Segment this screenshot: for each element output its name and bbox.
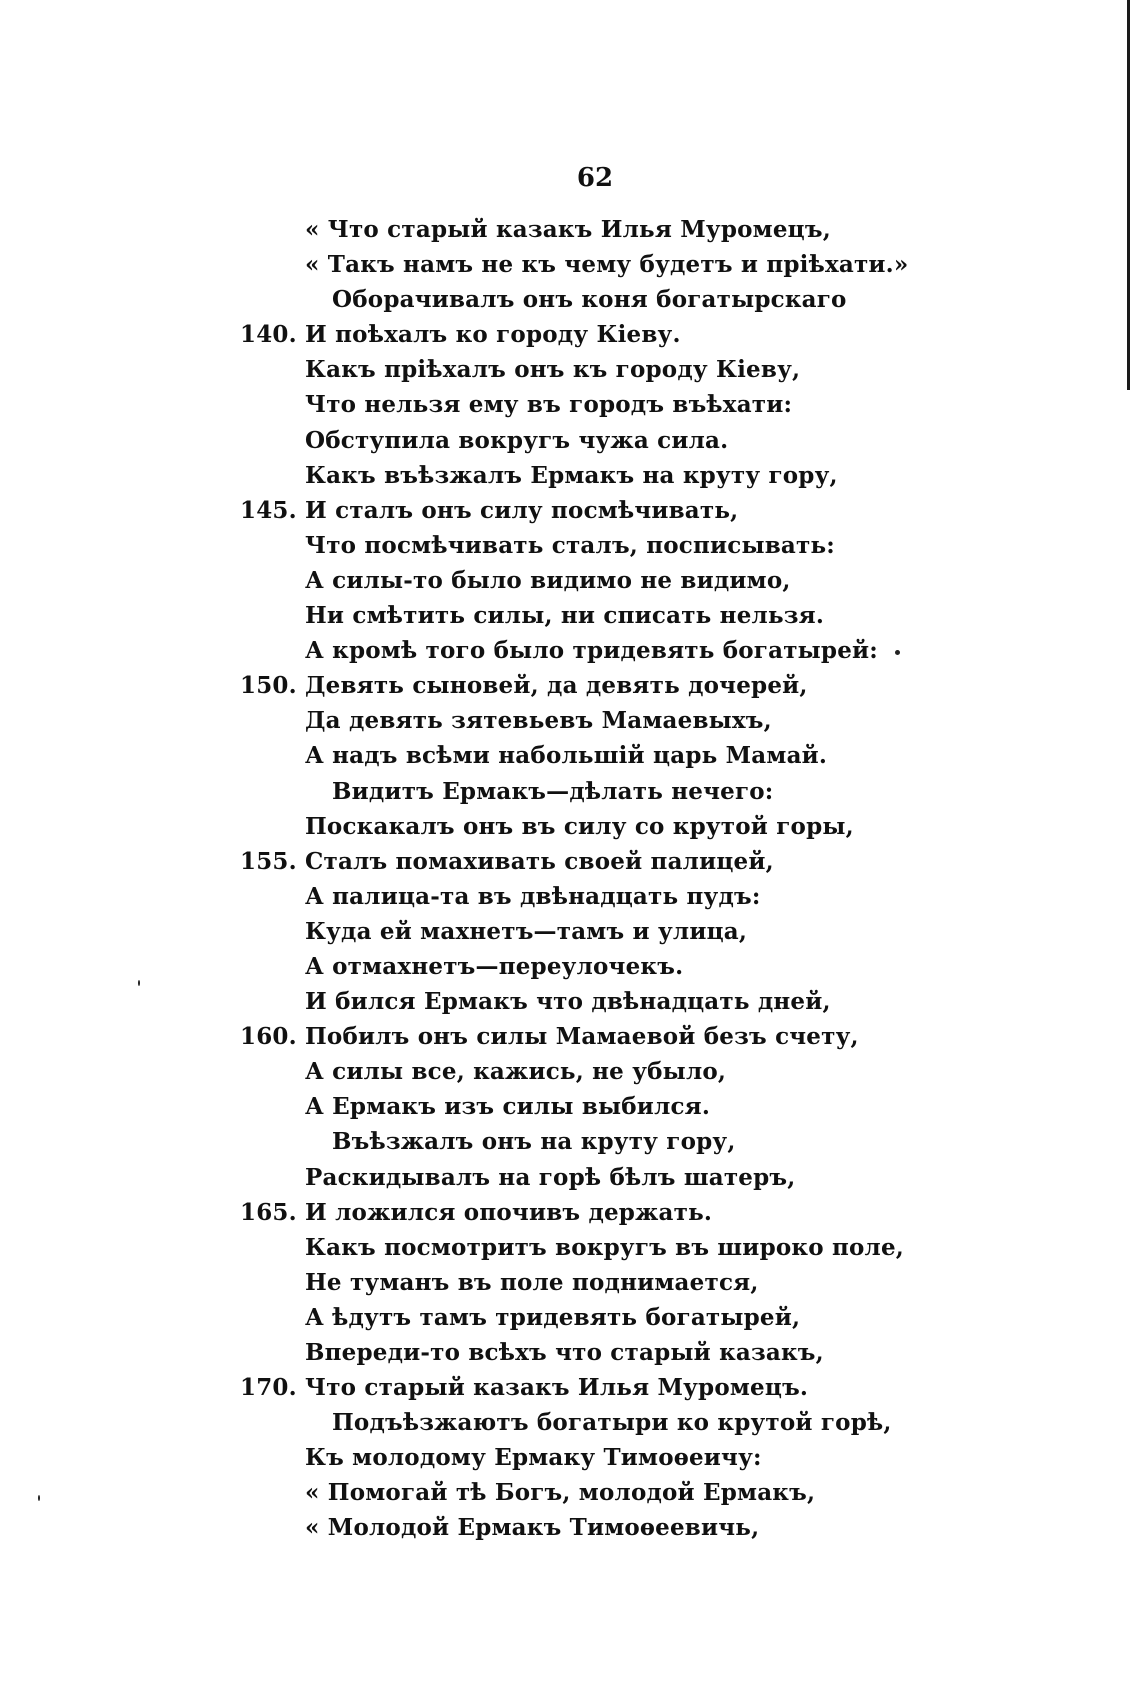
- verse-line: [0, 1405, 1140, 1440]
- verse-line: [0, 352, 1140, 387]
- print-speck: [895, 650, 900, 655]
- verse-line: [0, 212, 1140, 247]
- verse-text: « Что старый казакъ Илья Муромецъ,: [305, 216, 831, 243]
- verse-text: И ложился опочивъ держать.: [305, 1198, 713, 1226]
- verse-line: [0, 844, 1140, 879]
- verse-line-number: 140.: [240, 321, 297, 349]
- verse-text: « Такъ намъ не къ чему будетъ и прiѣхати.»: [305, 251, 909, 279]
- verse-text: Что нельзя ему въ городъ въѣхати:: [305, 391, 793, 419]
- verse-text: А силы-то было видимо не видимо,: [305, 566, 791, 594]
- verse-line: [0, 247, 1140, 282]
- verse-text: А силы все, кажись, не убыло,: [305, 1058, 727, 1086]
- verse-line: [0, 1265, 1140, 1300]
- verse-line: [0, 387, 1140, 422]
- verse-text: А надъ всѣми набольшiй царь Мамай.: [305, 742, 828, 770]
- verse-text: Побилъ онъ силы Мамаевой безъ счету,: [305, 1023, 859, 1051]
- verse-text: Да девять зятевьевъ Мамаевыхъ,: [305, 707, 772, 735]
- verse-text: И поѣхалъ ко городу Кiеву.: [305, 321, 681, 349]
- verse-line: [0, 282, 1140, 317]
- verse-text: Какъ прiѣхалъ онъ къ городу Кiеву,: [305, 356, 801, 384]
- verse-line: [0, 668, 1140, 703]
- verse-text: Сталъ помахивать своей палицей,: [305, 847, 774, 875]
- verse-line: [0, 1300, 1140, 1335]
- verse-line: [0, 317, 1140, 352]
- verse-line: [0, 423, 1140, 458]
- verse-line: [0, 493, 1140, 528]
- verse-text: Оборачивалъ онъ коня богатырскаго: [332, 286, 847, 314]
- verse-text: Что посмѣчивать сталъ, посписывать:: [305, 531, 835, 559]
- verse-text: А отмахнетъ—переулочекъ.: [305, 952, 684, 980]
- verse-text: Не туманъ въ поле поднимается,: [305, 1268, 759, 1296]
- verse-line: [0, 879, 1140, 914]
- print-speck: [138, 980, 140, 986]
- verse-line: [0, 1370, 1140, 1405]
- verse-line: [0, 809, 1140, 844]
- verse-text: Какъ въѣзжалъ Ермакъ на круту гору,: [305, 461, 838, 489]
- verse-line: [0, 598, 1140, 633]
- verse-text: Къ молодому Ермаку Тимоѳеичу:: [305, 1444, 762, 1472]
- verse-line: [0, 458, 1140, 493]
- verse-text: « Молодой Ермакъ Тимоѳеевичь,: [305, 1514, 760, 1542]
- verse-line: [0, 1054, 1140, 1089]
- verse-text: А Ермакъ изъ силы выбился.: [305, 1093, 711, 1121]
- verse-text: А кромѣ того было тридевять богатырей:: [305, 637, 878, 665]
- verse-text: А ѣдутъ тамъ тридевять богатырей,: [305, 1303, 801, 1331]
- verse-line: [0, 1195, 1140, 1230]
- verse-line-number: 145.: [240, 496, 297, 524]
- verse-text: И сталъ онъ силу посмѣчивать,: [305, 496, 739, 524]
- print-speck: [38, 1495, 40, 1501]
- verse-line-number: 170.: [240, 1374, 297, 1402]
- verse-text: Девять сыновей, да девять дочерей,: [305, 672, 808, 700]
- verse-line: [0, 528, 1140, 563]
- verse-text: Что старый казакъ Илья Муромецъ.: [305, 1374, 809, 1402]
- verse-block: [0, 212, 1140, 1546]
- verse-text: Обступила вокругъ чужа сила.: [305, 426, 729, 454]
- verse-text: Куда ей махнетъ—тамъ и улица,: [305, 917, 748, 945]
- verse-text: А палица-та въ двѣнадцать пудъ:: [305, 882, 761, 910]
- verse-line-number: 160.: [240, 1023, 297, 1051]
- verse-line: [0, 738, 1140, 773]
- verse-text: И бился Ермакъ что двѣнадцать дней,: [305, 988, 831, 1016]
- verse-line: [0, 1475, 1140, 1510]
- verse-line: [0, 703, 1140, 738]
- verse-line: [0, 984, 1140, 1019]
- verse-text: Раскидывалъ на горѣ бѣлъ шатеръ,: [305, 1163, 796, 1191]
- verse-line: [0, 563, 1140, 598]
- verse-line: [0, 1124, 1140, 1159]
- verse-line-number: 165.: [240, 1198, 297, 1226]
- verse-line: [0, 1160, 1140, 1195]
- verse-text: Видитъ Ермакъ—дѣлать нечего:: [332, 777, 774, 805]
- verse-line-number: 155.: [240, 847, 297, 875]
- verse-line: [0, 1440, 1140, 1475]
- verse-text: Впереди-то всѣхъ что старый казакъ,: [305, 1339, 824, 1366]
- verse-text: « Помогай тѣ Богъ, молодой Ермакъ,: [305, 1479, 816, 1507]
- verse-line: [0, 774, 1140, 809]
- verse-text: Въѣзжалъ онъ на круту гору,: [332, 1128, 736, 1156]
- verse-line: [0, 949, 1140, 984]
- verse-line: [0, 1230, 1140, 1265]
- verse-line: [0, 1089, 1140, 1124]
- verse-text: Ни смѣтить силы, ни списать нельзя.: [305, 602, 825, 630]
- verse-text: Поскакалъ онъ въ силу со крутой горы,: [305, 812, 854, 840]
- page-number: 62: [576, 163, 614, 193]
- verse-line-number: 150.: [240, 672, 297, 700]
- verse-line: [0, 914, 1140, 949]
- verse-line: [0, 633, 1140, 668]
- verse-line: [0, 1335, 1140, 1370]
- verse-text: Какъ посмотритъ вокругъ въ широко поле,: [305, 1233, 904, 1261]
- verse-line: [0, 1510, 1140, 1545]
- verse-line: [0, 1019, 1140, 1054]
- verse-text: Подъѣзжаютъ богатыри ко крутой горѣ,: [332, 1409, 892, 1437]
